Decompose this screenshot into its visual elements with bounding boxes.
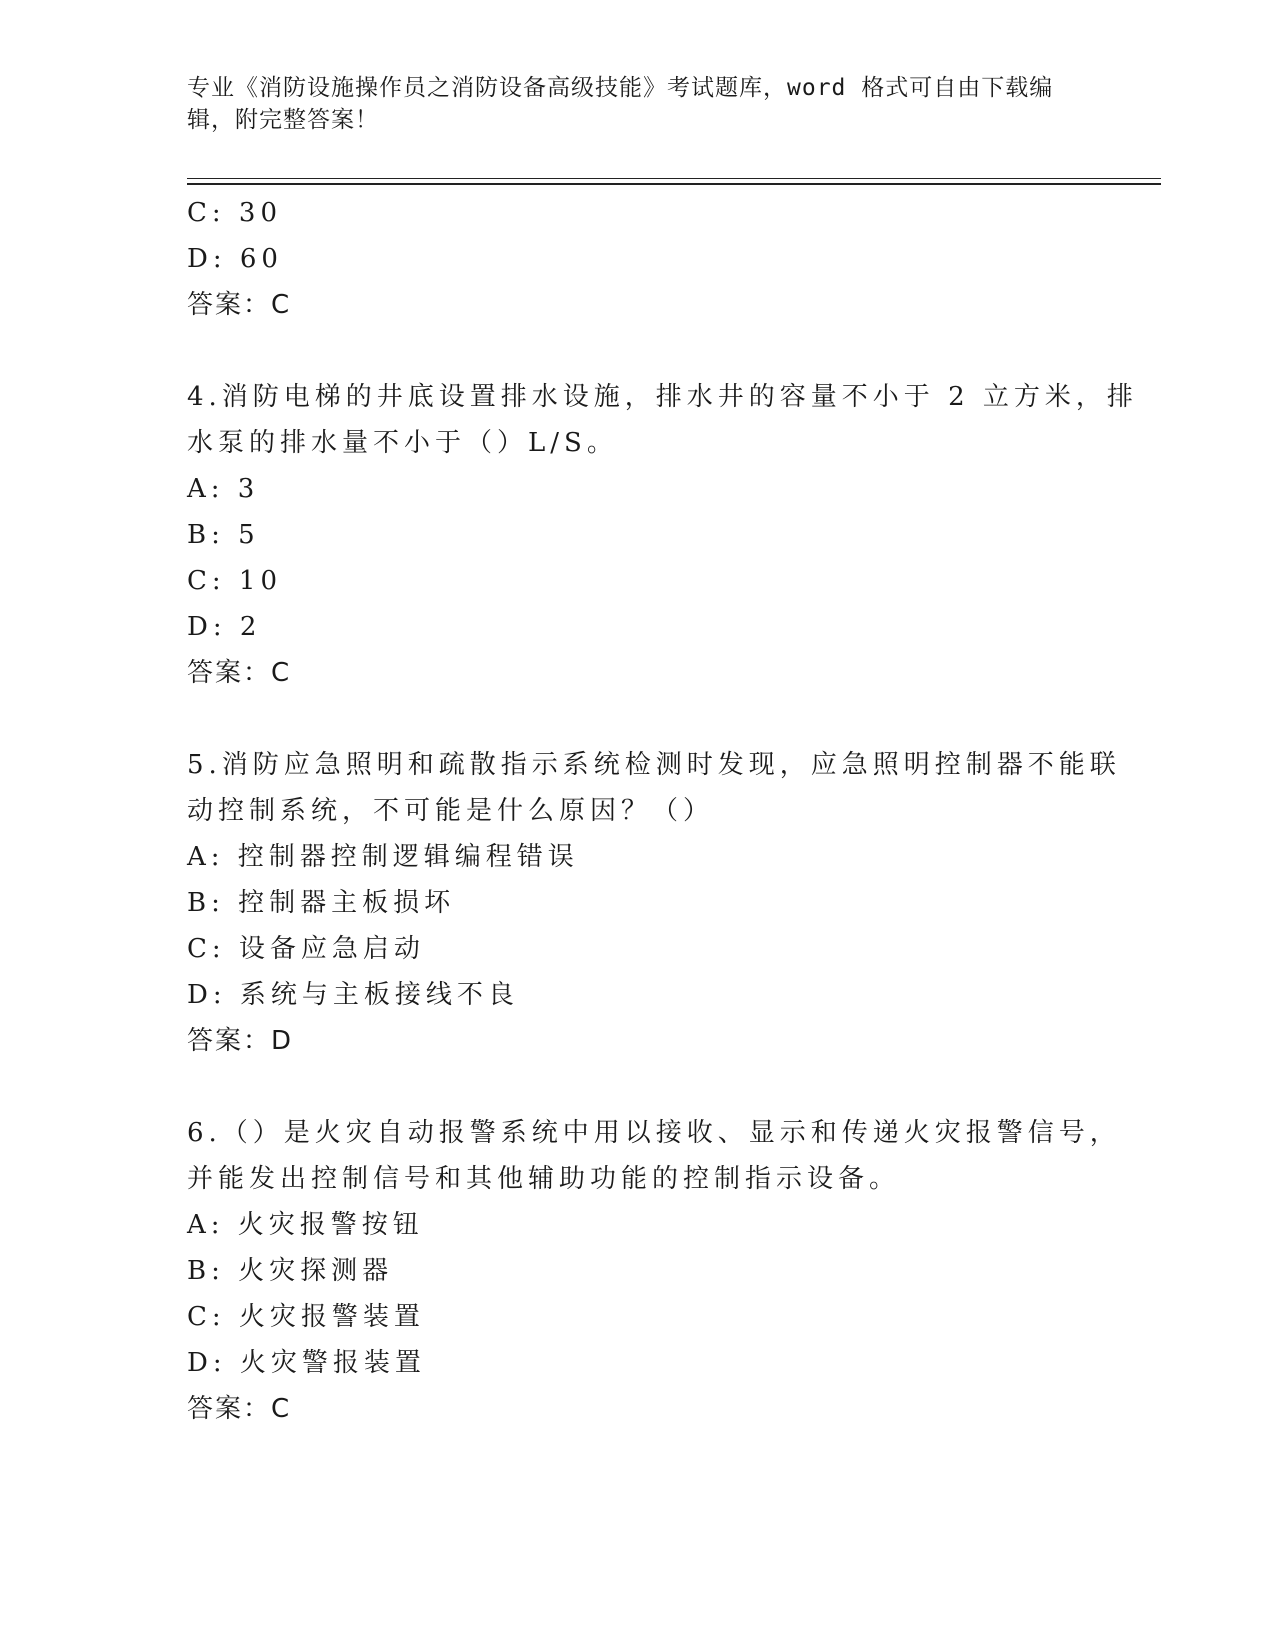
question-stem-line-2: 水泵的排水量不小于（）L/S。 xyxy=(187,428,618,458)
spacer xyxy=(187,328,1067,374)
header-line-2: 辑，附完整答案！ xyxy=(187,107,379,133)
question-3-continuation xyxy=(187,190,1067,328)
option-d: D: 系统与主板接线不良 xyxy=(187,980,519,1010)
answer-label: 答案：C xyxy=(187,290,292,320)
option-b: B: 火灾探测器 xyxy=(187,1256,394,1286)
question-5 xyxy=(187,742,1121,1064)
option-a: A: 3 xyxy=(187,474,260,504)
option-a: A: 火灾报警按钮 xyxy=(187,1210,424,1240)
question-stem-line-1: 4.消防电梯的井底设置排水设施，排水井的容量不小于 2 立方米，排 xyxy=(187,382,1138,412)
option-c: C: 设备应急启动 xyxy=(187,934,425,964)
option-c: C: 10 xyxy=(187,566,283,596)
spacer xyxy=(187,1064,1067,1110)
header-divider-thick xyxy=(187,183,1161,185)
option-c: C: 30 xyxy=(187,198,283,228)
header-line-1: 专业《消防设施操作员之消防设备高级技能》考试题库，word 格式可自由下载编 xyxy=(187,75,1054,101)
answer-label: 答案：C xyxy=(187,658,292,688)
option-d: D: 火灾警报装置 xyxy=(187,1348,426,1378)
question-4 xyxy=(187,374,1138,696)
option-b: B: 5 xyxy=(187,520,260,550)
question-stem-line-2: 并能发出控制信号和其他辅助功能的控制指示设备。 xyxy=(187,1164,901,1194)
question-list xyxy=(187,190,1138,1432)
header-divider-thin xyxy=(187,178,1161,179)
option-b: B: 控制器主板损坏 xyxy=(187,888,456,918)
option-c: C: 火灾报警装置 xyxy=(187,1302,425,1332)
answer-label: 答案：C xyxy=(187,1394,292,1424)
option-d: D: 2 xyxy=(187,612,262,642)
document-header xyxy=(187,72,1077,136)
question-stem-line-1: 6.（）是火灾自动报警系统中用以接收、显示和传递火灾报警信号， xyxy=(187,1118,1121,1148)
spacer xyxy=(187,696,1067,742)
option-d: D: 60 xyxy=(187,244,283,274)
question-6 xyxy=(187,1110,1121,1432)
option-a: A: 控制器控制逻辑编程错误 xyxy=(187,842,579,872)
question-stem-line-2: 动控制系统，不可能是什么原因？（） xyxy=(187,796,715,826)
question-stem-line-1: 5.消防应急照明和疏散指示系统检测时发现，应急照明控制器不能联 xyxy=(187,750,1121,780)
answer-label: 答案：D xyxy=(187,1026,294,1056)
